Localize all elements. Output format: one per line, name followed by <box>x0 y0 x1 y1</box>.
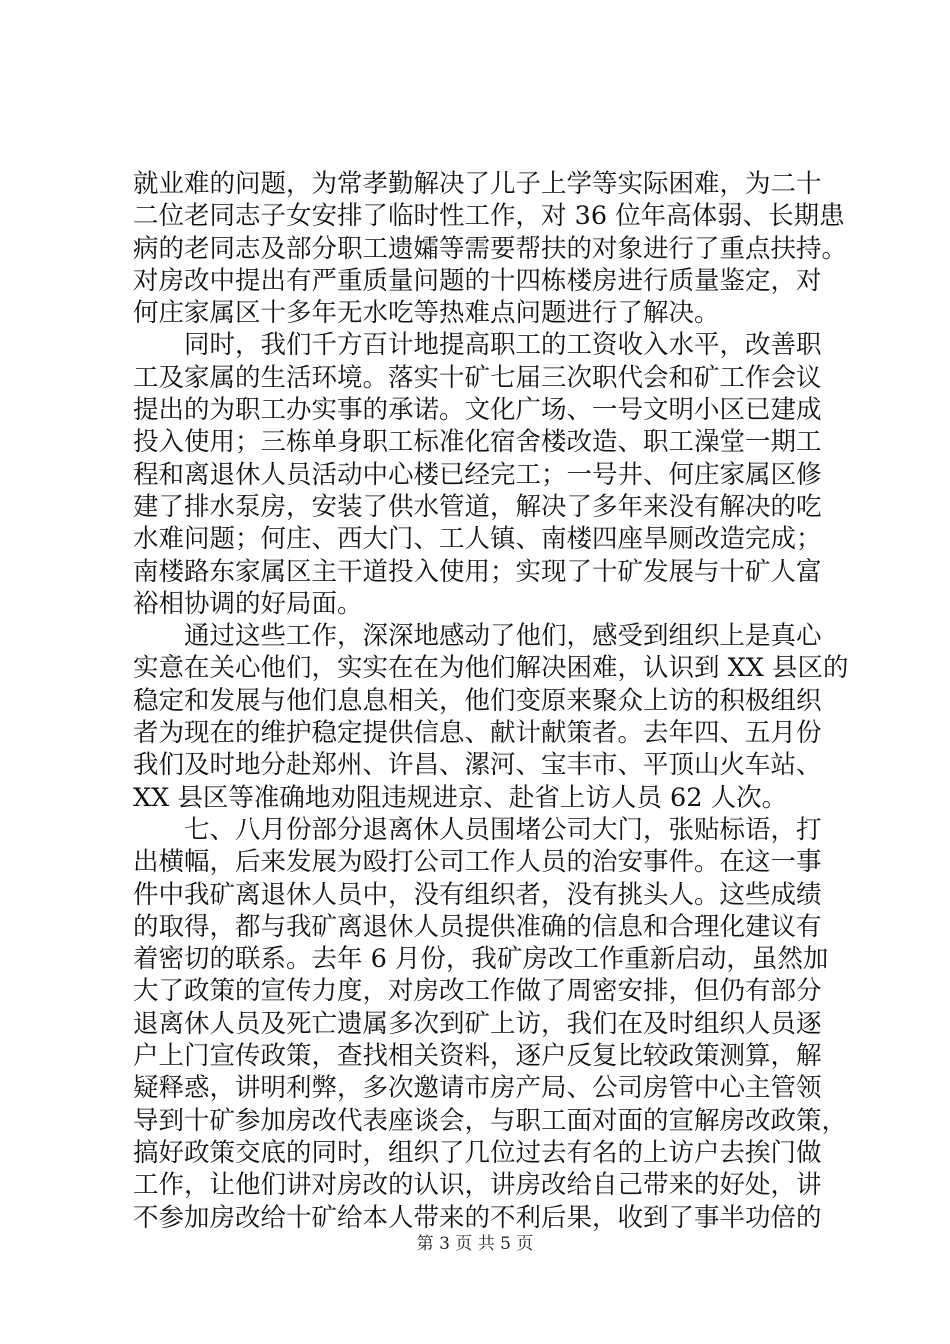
text-line: 疑释惑，讲明利弊，多次邀请市房产局、公司房管中心主管领 <box>133 1073 822 1104</box>
text-line: 提出的为职工办实事的承诺。文化广场、一号文明小区已建成 <box>133 395 822 426</box>
text-line: 着密切的联系。去年 6 月份，我矿房改工作重新启动，虽然加 <box>133 944 829 975</box>
text-line: 我们及时地分赴郑州、许昌、漯河、宝丰市、平顶山火车站、 <box>133 750 822 781</box>
text-line: 者为现在的维护稳定提供信息、献计献策者。去年四、五月份 <box>133 718 822 749</box>
text-line: 的取得，都与我矿离退休人员提供准确的信息和合理化建议有 <box>133 911 822 942</box>
text-line: 工及家属的生活环境。落实十矿七届三次职代会和矿工作会议 <box>133 362 822 393</box>
text-line: 不参加房改给十矿给本人带来的不利后果，收到了事半功倍的 <box>133 1202 822 1233</box>
text-line: 二位老同志子女安排了临时性工作，对 36 位年高体弱、长期患 <box>133 201 845 232</box>
text-line: 户上门宣传政策，查找相关资料，逐户反复比较政策测算，解 <box>133 1041 822 1072</box>
text-line: 对房改中提出有严重质量问题的十四栋楼房进行质量鉴定，对 <box>133 265 822 296</box>
text-line: 稳定和发展与他们息息相关，他们变原来聚众上访的积极组织 <box>133 685 822 716</box>
text-line: 程和离退休人员活动中心楼已经完工；一号井、何庄家属区修 <box>133 459 822 490</box>
text-line: 工作，让他们讲对房改的认识，讲房改给自己带来的好处，讲 <box>133 1170 822 1201</box>
text-line: 搞好政策交底的同时，组织了几位过去有名的上访户去挨门做 <box>133 1137 822 1168</box>
document-body <box>133 168 849 1234</box>
text-line: 就业难的问题，为常孝勤解决了儿子上学等实际困难，为二十 <box>133 169 822 199</box>
text-line: 件中我矿离退休人员中，没有组织者，没有挑头人。这些成绩 <box>133 879 822 910</box>
text-line: 导到十矿参加房改代表座谈会，与职工面对面的宣解房改政策， <box>133 1105 848 1136</box>
page-number-footer: 第 3 页 共 5 页 <box>416 1234 534 1254</box>
text-line: 何庄家属区十多年无水吃等热难点问题进行了解决。 <box>133 298 720 329</box>
paragraph-first-line: 同时，我们千方百计地提高职工的工资收入水平，改善职 <box>184 330 822 361</box>
paragraph-first-line: 七、八月份部分退离休人员围堵公司大门，张贴标语，打 <box>184 814 822 845</box>
text-line: 大了政策的宣传力度，对房改工作做了周密安排，但仍有部分 <box>133 976 822 1007</box>
text-line: XX 县区等准确地劝阻违规进京、赴省上访人员 62 人次。 <box>133 782 788 813</box>
text-line: 裕相协调的好局面。 <box>133 588 363 619</box>
text-line: 投入使用；三栋单身职工标准化宿舍楼改造、职工澡堂一期工 <box>133 427 822 458</box>
text-line: 出横幅，后来发展为殴打公司工作人员的治安事件。在这一事 <box>133 847 822 878</box>
text-line: 水难问题；何庄、西大门、工人镇、南楼四座旱厕改造完成； <box>133 524 822 555</box>
text-line: 退离休人员及死亡遗属多次到矿上访，我们在及时组织人员逐 <box>133 1008 822 1039</box>
text-line: 建了排水泵房，安装了供水管道，解决了多年来没有解决的吃 <box>133 491 822 522</box>
text-line: 实意在关心他们，实实在在为他们解决困难，认识到 XX 县区的 <box>133 653 849 684</box>
paragraph-first-line: 通过这些工作，深深地感动了他们，感受到组织上是真心 <box>184 621 822 652</box>
text-line: 南楼路东家属区主干道投入使用；实现了十矿发展与十矿人富 <box>133 556 822 587</box>
text-line: 病的老同志及部分职工遗孀等需要帮扶的对象进行了重点扶持。 <box>133 233 848 264</box>
